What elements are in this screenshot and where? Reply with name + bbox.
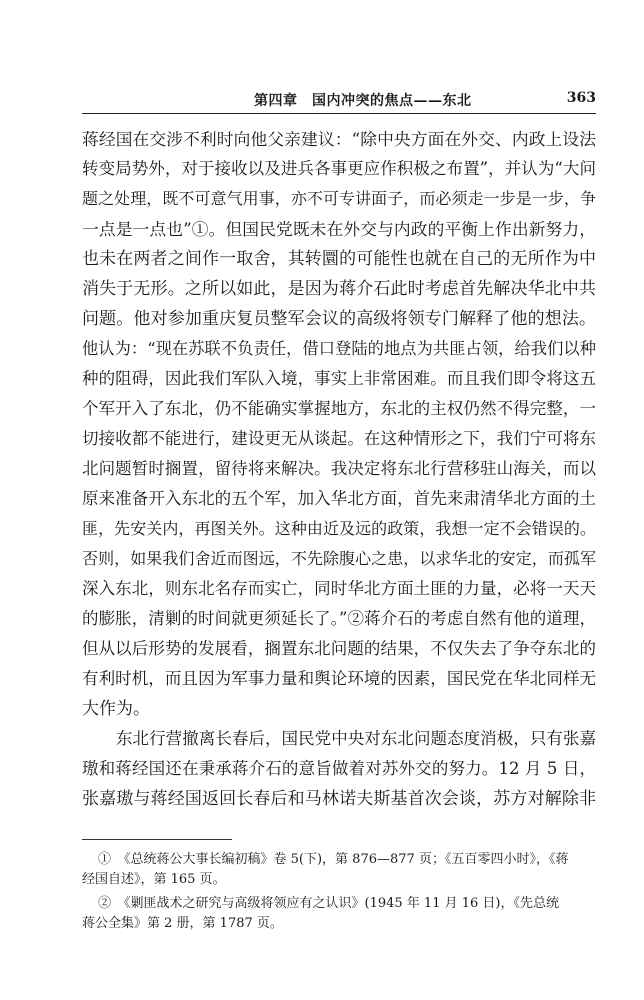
text-line: 切接收都不能进行，建设更无从谈起。在这种情形之下，我们宁可将东	[82, 429, 596, 448]
text-line: 璈和蒋经国还在秉承蒋介石的意旨做着对苏外交的努力。12 月 5 日，	[82, 759, 596, 778]
text-line: 也未在两者之间作一取舍，其转圜的可能性也就在自己的无所作为中	[82, 249, 596, 269]
page-number: 363	[566, 90, 596, 106]
running-header	[82, 88, 596, 114]
text-line: 问题。他对参加重庆复员整军会议的高级将领专门解释了他的想法。	[82, 309, 596, 329]
text-line: 深入东北，则东北名存而实亡，同时华北方面土匪的力量，必将一天天	[82, 579, 596, 598]
text-line: 他认为：“现在苏联不负责任，借口登陆的地点为共匪占领，给我们以种	[82, 339, 596, 358]
footnotes	[82, 850, 596, 934]
footnote-2-continued: 蒋公全集》第 2 册，第 1787 页。	[82, 916, 283, 931]
text-line: 张嘉璈与蒋经国返回长春后和马林诺夫斯基首次会谈，苏方对解除非	[82, 789, 596, 809]
text-line: 否则，如果我们舍近而图远，不先除腹心之患，以求华北的安定，而孤军	[82, 549, 596, 568]
text-line: 原来准备开入东北的五个军，加入华北方面，首先来肃清华北方面的土	[82, 489, 596, 508]
footnote-1-continued: 经国自述》，第 165 页。	[82, 872, 226, 887]
footnote-2: ② 《剿匪战术之研究与高级将领应有之认识》(1945 年 11 月 16 日)，《先总统	[98, 896, 559, 911]
text-line: 蒋经国在交涉不利时向他父亲建议：“除中央方面在外交、内政上设法	[82, 129, 596, 149]
text-line: 有利时机，而且因为军事力量和舆论环境的因素，国民党在华北同样无	[82, 669, 596, 688]
text-line: 消失于无形。之所以如此，是因为蒋介石此时考虑首先解决华北中共	[82, 279, 596, 299]
body-text	[82, 124, 596, 814]
chapter-title: 第四章 国内冲突的焦点——东北	[254, 93, 472, 109]
footnote-1: ① 《总统蒋公大事长编初稿》卷 5(下)，第 876—877 页；《五百零四小时》，《蒋	[98, 852, 569, 867]
text-line: 的膨胀，清剿的时间就更须延长了。”②蒋介石的考虑自然有他的道理，	[82, 609, 596, 628]
text-line: 转变局势外，对于接收以及进兵各事更应作积极之布置”，并认为“大问	[82, 159, 596, 178]
text-line: 北问题暂时搁置，留待将来解决。我决定将东北行营移驻山海关，而以	[82, 459, 596, 478]
text-line: 个军开入了东北，仍不能确实掌握地方，东北的主权仍然不得完整，一	[82, 399, 596, 418]
text-line: 一点是一点也”①。但国民党既未在外交与内政的平衡上作出新努力，	[82, 219, 596, 239]
footnote-divider	[82, 839, 232, 840]
text-line: 东北行营撤离长春后，国民党中央对东北问题态度消极，只有张嘉	[116, 729, 596, 748]
text-line: 但从以后形势的发展看，搁置东北问题的结果，不仅失去了争夺东北的	[82, 639, 596, 658]
text-line: 种的阻碍，因此我们军队入境，事实上非常困难。而且我们即令将这五	[82, 369, 596, 388]
text-line: 大作为。	[82, 699, 150, 719]
text-line: 匪，先安关内，再图关外。这种由近及远的政策，我想一定不会错误的。	[82, 519, 596, 538]
text-line: 题之处理，既不可意气用事，亦不可专讲面子，而必须走一步是一步，争	[82, 189, 596, 208]
